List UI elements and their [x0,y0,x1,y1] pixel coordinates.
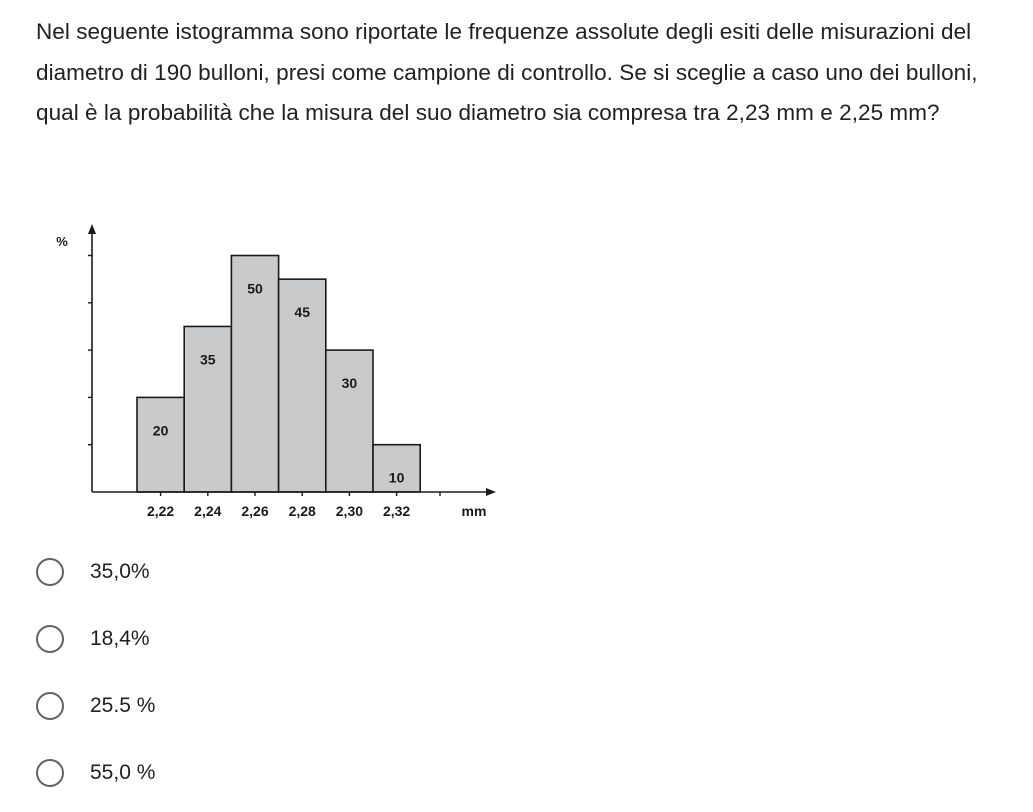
histogram-svg [40,218,510,530]
bar-value-label: 30 [341,375,358,392]
y-axis-label: % [56,234,68,249]
answer-option-label: 35,0% [90,560,150,583]
histogram-bar [137,397,184,492]
answer-option-2[interactable] [36,619,150,659]
x-tick-label: 2,22 [146,503,175,519]
x-tick-label: 2,28 [288,503,316,519]
y-axis-arrow [88,224,96,234]
answer-option-label: 25.5 % [90,694,156,717]
bar-value-label: 10 [388,469,405,486]
radio-button-4[interactable] [36,759,64,787]
x-axis-arrow [486,488,496,496]
x-tick-label: 2,30 [335,503,364,519]
radio-button-1[interactable] [36,558,64,586]
radio-button-2[interactable] [36,625,64,653]
answer-option-3[interactable] [36,686,155,726]
answer-option-label: 18,4% [90,627,150,650]
answer-option-4[interactable] [36,753,155,793]
histogram-bar [326,350,373,492]
answer-option-1[interactable] [36,552,150,592]
x-tick-label: 2,24 [194,503,222,519]
radio-button-3[interactable] [36,692,64,720]
bar-value-label: 50 [247,280,263,297]
x-tick-label: 2,32 [382,503,411,519]
question-text: Nel seguente istogramma sono riportate le frequenze assolute degli esiti delle misurazioni del diametro di 190 bulloni, presi come campione di controllo. Se si sceglie a caso uno dei bulloni, qual è la probabilità che la misura del suo diametro sia compresa tra 2,23 mm e 2,25 mm? [36,19,978,125]
x-axis-label: mm [461,503,487,519]
bar-value-label: 20 [152,422,169,439]
bar-value-label: 35 [200,351,216,368]
bar-value-label: 45 [294,304,310,321]
answer-option-label: 55,0 % [90,761,156,784]
x-tick-label: 2,26 [241,503,269,519]
histogram-chart [40,218,510,530]
